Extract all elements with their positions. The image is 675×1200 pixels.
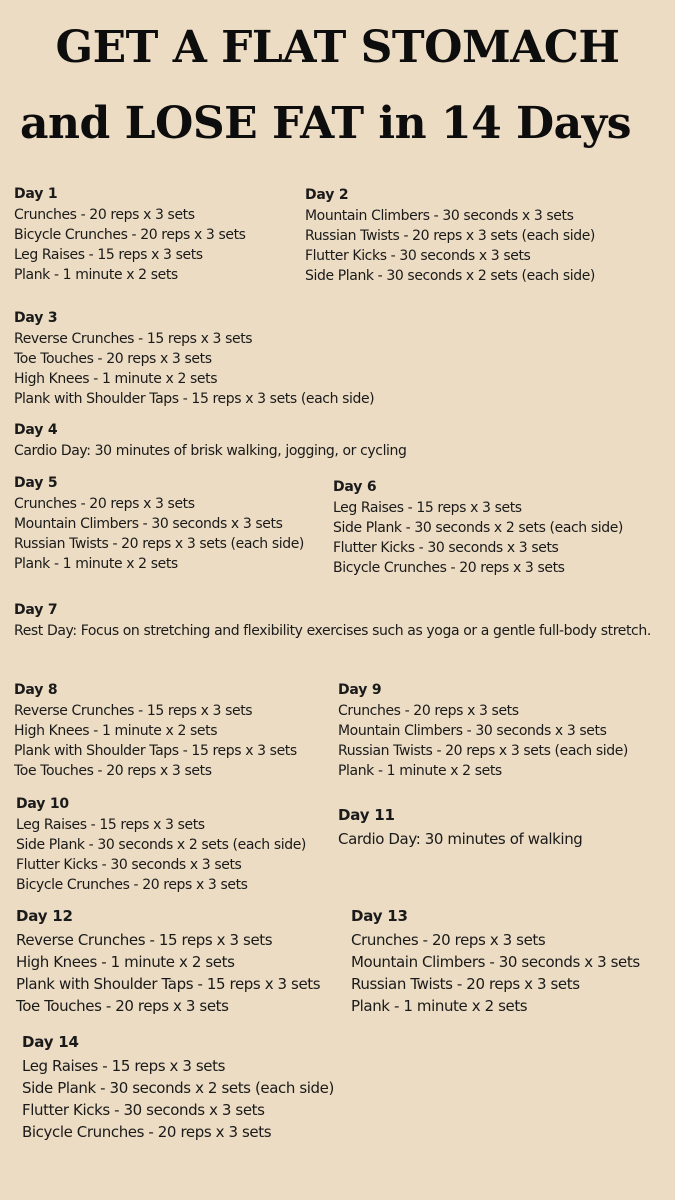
exercise-item: Flutter Kicks - 30 seconds x 3 sets — [305, 248, 531, 264]
exercise-list — [14, 205, 246, 285]
day-7-section — [14, 602, 654, 641]
exercise-item: Crunches - 20 reps x 3 sets — [14, 207, 195, 223]
exercise-item: Crunches - 20 reps x 3 sets — [338, 703, 519, 719]
exercise-list — [16, 815, 306, 895]
exercise-item: Russian Twists - 20 reps x 3 sets (each side) — [338, 743, 628, 759]
exercise-list — [14, 329, 374, 409]
exercise-item: Leg Raises - 15 reps x 3 sets — [22, 1057, 225, 1075]
day-8-section — [14, 682, 297, 781]
exercise-item: Bicycle Crunches - 20 reps x 3 sets — [333, 560, 565, 576]
exercise-list — [14, 621, 654, 641]
exercise-item: Reverse Crunches - 15 reps x 3 sets — [14, 331, 253, 347]
day-6-section — [333, 479, 623, 578]
day-12-section — [16, 907, 320, 1017]
exercise-item: Side Plank - 30 seconds x 2 sets (each side) — [22, 1079, 334, 1097]
day-label: Day 8 — [14, 682, 58, 698]
exercise-item: Plank with Shoulder Taps - 15 reps x 3 sets — [14, 743, 297, 759]
day-label: Day 6 — [333, 479, 377, 495]
exercise-item: Mountain Climbers - 30 seconds x 3 sets — [14, 516, 283, 532]
day-label: Day 10 — [16, 796, 69, 812]
exercise-item: Toe Touches - 20 reps x 3 sets — [14, 763, 212, 779]
exercise-list — [14, 701, 297, 781]
exercise-list — [14, 494, 304, 574]
exercise-item: Side Plank - 30 seconds x 2 sets (each side) — [305, 268, 595, 284]
exercise-item: Russian Twists - 20 reps x 3 sets (each side) — [305, 228, 595, 244]
exercise-list — [338, 701, 628, 781]
day-2-section — [305, 187, 595, 286]
exercise-list — [22, 1055, 334, 1143]
exercise-item: Mountain Climbers - 30 seconds x 3 sets — [305, 208, 574, 224]
exercise-item: Reverse Crunches - 15 reps x 3 sets — [16, 931, 273, 949]
day-14-section — [22, 1033, 334, 1143]
exercise-item: Cardio Day: 30 minutes of brisk walking, jogging, or cycling — [14, 443, 407, 459]
exercise-list — [351, 929, 640, 1017]
exercise-list — [338, 828, 582, 850]
day-5-section — [14, 475, 304, 574]
day-label: Day 3 — [14, 310, 58, 326]
day-label: Day 9 — [338, 682, 382, 698]
exercise-item: Flutter Kicks - 30 seconds x 3 sets — [16, 857, 242, 873]
exercise-item: Crunches - 20 reps x 3 sets — [351, 931, 546, 949]
exercise-item: Plank with Shoulder Taps - 15 reps x 3 sets — [16, 975, 321, 993]
exercise-item: Crunches - 20 reps x 3 sets — [14, 496, 195, 512]
exercise-item: Mountain Climbers - 30 seconds x 3 sets — [351, 953, 640, 971]
exercise-item: Toe Touches - 20 reps x 3 sets — [14, 351, 212, 367]
day-10-section — [16, 796, 306, 895]
exercise-item: Toe Touches - 20 reps x 3 sets — [16, 997, 229, 1015]
exercise-item: Russian Twists - 20 reps x 3 sets (each side) — [14, 536, 304, 552]
day-label: Day 13 — [351, 907, 408, 925]
exercise-item: Reverse Crunches - 15 reps x 3 sets — [14, 703, 253, 719]
day-label: Day 11 — [338, 806, 395, 824]
exercise-item: Bicycle Crunches - 20 reps x 3 sets — [14, 227, 246, 243]
exercise-item: Flutter Kicks - 30 seconds x 3 sets — [22, 1101, 265, 1119]
exercise-item: Leg Raises - 15 reps x 3 sets — [16, 817, 205, 833]
day-label: Day 14 — [22, 1033, 79, 1051]
day-label: Day 5 — [14, 475, 58, 491]
exercise-item: High Knees - 1 minute x 2 sets — [14, 723, 218, 739]
exercise-list — [305, 206, 595, 286]
exercise-item: Side Plank - 30 seconds x 2 sets (each side) — [333, 520, 623, 536]
exercise-item: Rest Day: Focus on stretching and flexibility exercises such as yoga or a gentle full-body stretch. — [14, 623, 651, 639]
exercise-item: Plank - 1 minute x 2 sets — [14, 556, 178, 572]
exercise-item: Plank - 1 minute x 2 sets — [14, 267, 178, 283]
exercise-list — [333, 498, 623, 578]
title-line-1: GET A FLAT STOMACH — [55, 22, 620, 73]
day-11-section — [338, 806, 582, 850]
exercise-item: Side Plank - 30 seconds x 2 sets (each side) — [16, 837, 306, 853]
exercise-item: Plank with Shoulder Taps - 15 reps x 3 sets (each side) — [14, 391, 375, 407]
exercise-item: Bicycle Crunches - 20 reps x 3 sets — [16, 877, 248, 893]
day-label: Day 2 — [305, 187, 349, 203]
day-13-section — [351, 907, 640, 1017]
exercise-item: High Knees - 1 minute x 2 sets — [16, 953, 235, 971]
exercise-item: High Knees - 1 minute x 2 sets — [14, 371, 218, 387]
day-4-section — [14, 422, 407, 461]
day-label: Day 7 — [14, 602, 58, 618]
exercise-item: Leg Raises - 15 reps x 3 sets — [14, 247, 203, 263]
title-line-2: and LOSE FAT in 14 Days — [20, 98, 632, 149]
exercise-list — [14, 441, 407, 461]
day-1-section — [14, 186, 246, 285]
day-label: Day 1 — [14, 186, 58, 202]
day-9-section — [338, 682, 628, 781]
exercise-item: Cardio Day: 30 minutes of walking — [338, 830, 583, 848]
day-3-section — [14, 310, 374, 409]
exercise-item: Plank - 1 minute x 2 sets — [351, 997, 528, 1015]
day-label: Day 12 — [16, 907, 73, 925]
exercise-item: Mountain Climbers - 30 seconds x 3 sets — [338, 723, 607, 739]
exercise-item: Leg Raises - 15 reps x 3 sets — [333, 500, 522, 516]
exercise-item: Bicycle Crunches - 20 reps x 3 sets — [22, 1123, 272, 1141]
exercise-item: Russian Twists - 20 reps x 3 sets — [351, 975, 580, 993]
exercise-list — [16, 929, 320, 1017]
day-label: Day 4 — [14, 422, 58, 438]
exercise-item: Plank - 1 minute x 2 sets — [338, 763, 502, 779]
exercise-item: Flutter Kicks - 30 seconds x 3 sets — [333, 540, 559, 556]
